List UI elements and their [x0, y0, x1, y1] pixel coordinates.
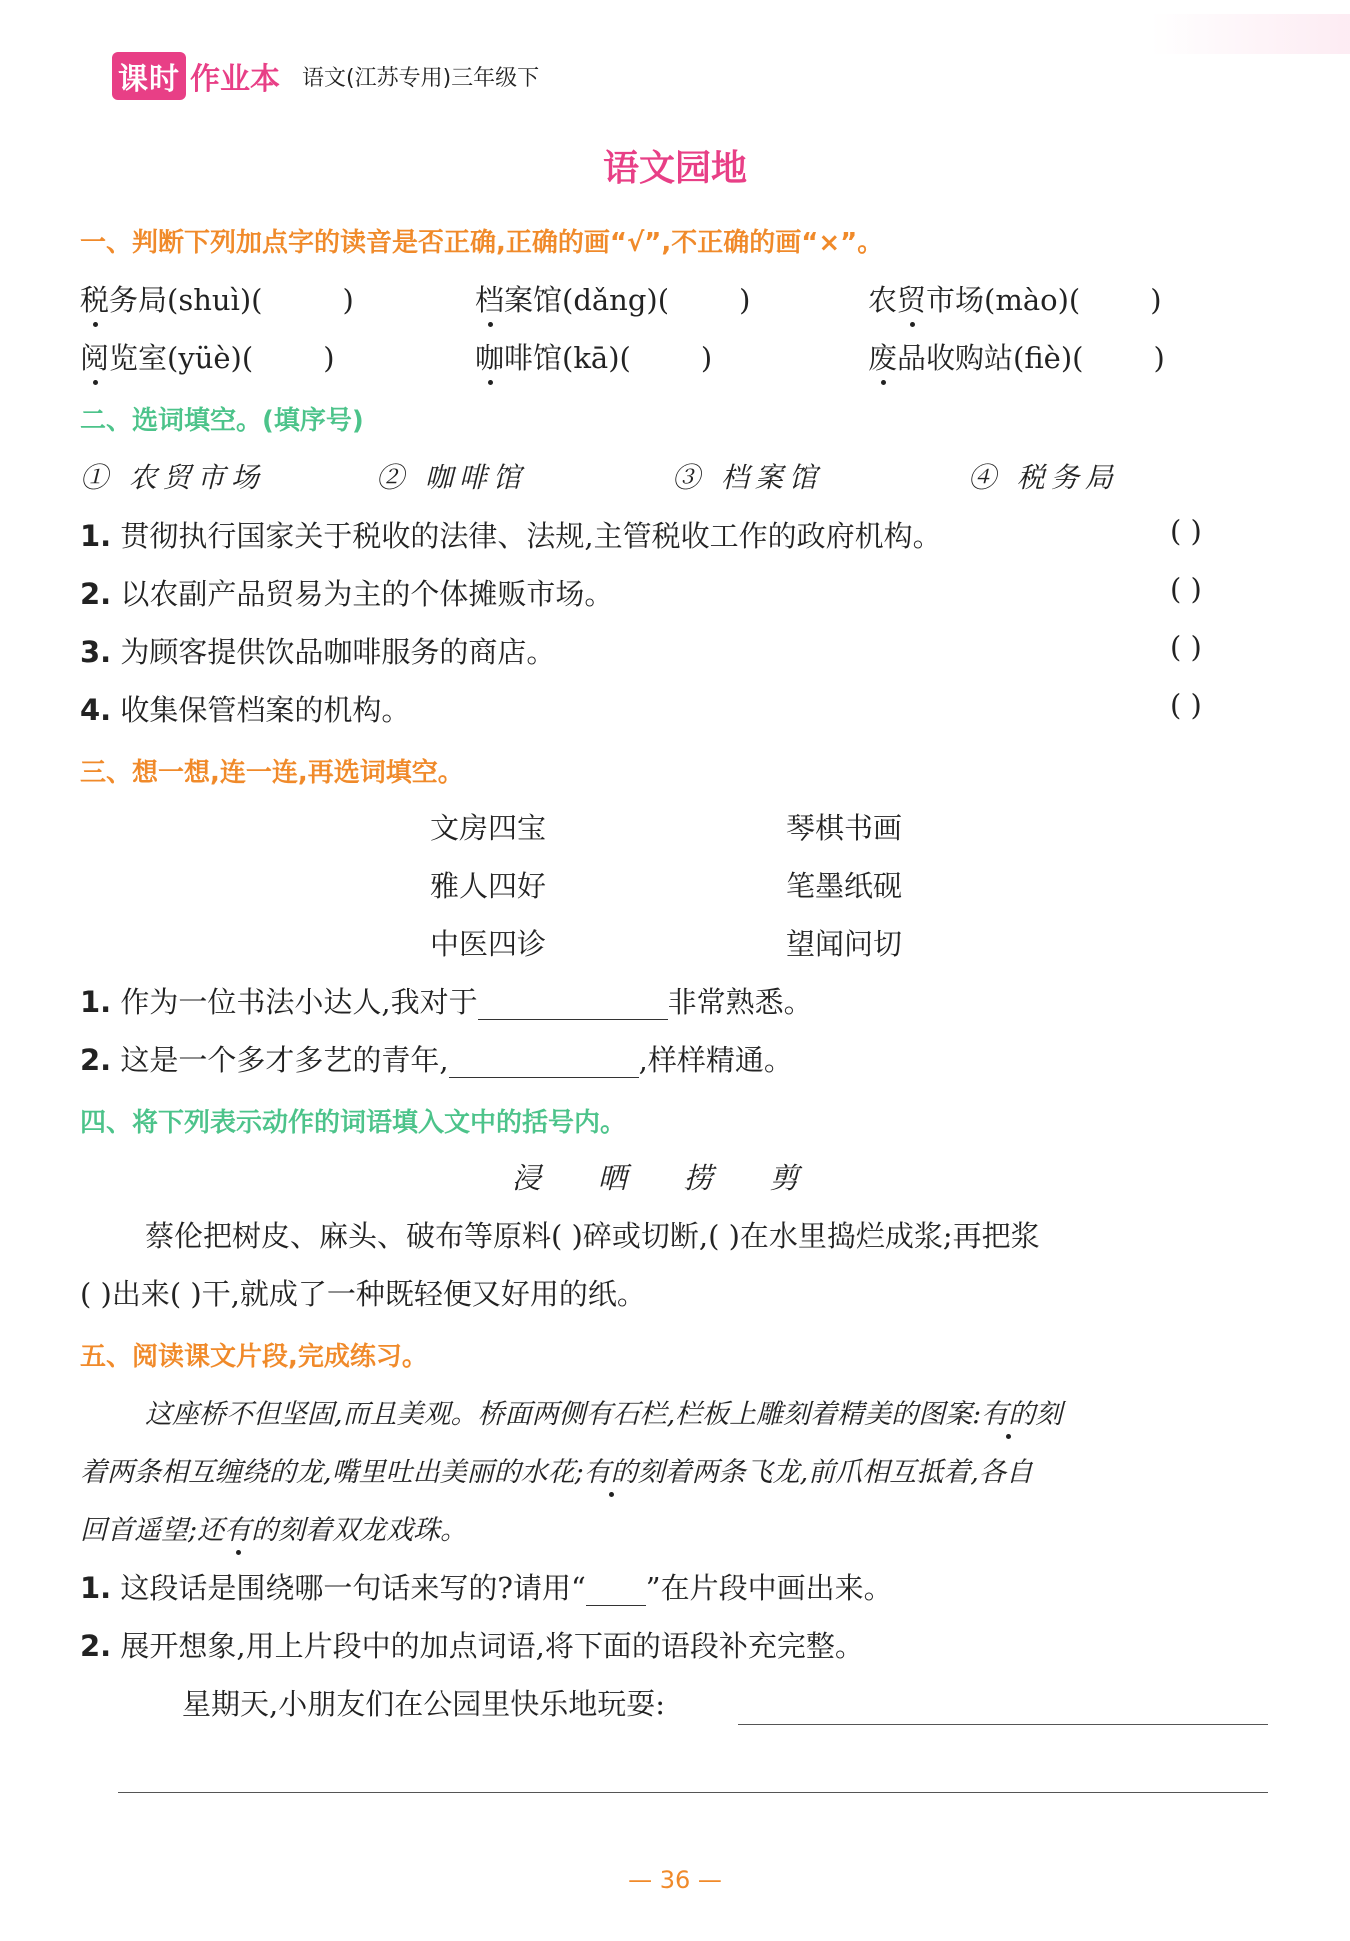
s2-answer-2[interactable]: ( ) [1170, 572, 1202, 606]
s1-item-2: 档案馆(dǎng)( ) [475, 278, 750, 319]
s2-option-3: ③ 档案馆 [672, 461, 823, 494]
logo-text: 作业本 [190, 62, 280, 97]
s2-answer-4[interactable]: ( ) [1170, 688, 1202, 722]
s5-passage-line-1: 这座桥不但坚固,而且美观。桥面两侧有石栏,栏板上雕刻着精美的图案:有的刻 [145, 1392, 1062, 1431]
s4-text-line-1: 蔡伦把树皮、麻头、破布等原料( )碎或切断,( )在水里捣烂成浆;再把浆 [145, 1219, 1040, 1253]
s5-question-1: 1. 这段话是围绕哪一句话来写的?请用“ ”在片段中画出来。 [80, 1571, 893, 1605]
section-2-heading: 二、选词填空。(填序号) [80, 406, 364, 436]
s4-words: 浸 晒 捞 剪 [512, 1161, 803, 1195]
s4-text-line-2: ( )出来( )干,就成了一种既轻便又好用的纸。 [80, 1277, 646, 1311]
s3-left-2[interactable]: 雅人四好 [430, 869, 547, 903]
s3-right-2[interactable]: 笔墨纸砚 [786, 869, 903, 903]
corner-decoration [1150, 14, 1350, 54]
section-4-heading: 四、将下列表示动作的词语填入文中的括号内。 [80, 1108, 627, 1138]
s2-question-2: 2. 以农副产品贸易为主的个体摊贩市场。 [80, 577, 614, 611]
s1-item-5: 咖啡馆(kā)( ) [475, 336, 712, 377]
answer-line-2[interactable] [118, 1792, 1268, 1793]
s2-question-4: 4. 收集保管档案的机构。 [80, 693, 411, 727]
s1-item-4: 阅览室(yüè)( ) [80, 336, 335, 377]
section-5-heading: 五、阅读课文片段,完成练习。 [80, 1342, 428, 1372]
section-3-heading: 三、想一想,连一连,再选词填空。 [80, 758, 464, 788]
s2-option-2: ② 咖啡馆 [376, 461, 527, 494]
s3-right-1[interactable]: 琴棋书画 [786, 811, 903, 845]
s2-option-1: ① 农贸市场 [80, 461, 265, 494]
s3-right-3[interactable]: 望闻问切 [786, 927, 903, 961]
answer-line-1[interactable] [738, 1724, 1268, 1725]
s1-item-1: 税务局(shuì)( ) [80, 278, 354, 319]
s2-question-3: 3. 为顾客提供饮品咖啡服务的商店。 [80, 635, 556, 669]
s3-blank-2[interactable] [449, 1043, 639, 1078]
s3-question-1: 1. 作为一位书法小达人,我对于 非常熟悉。 [80, 985, 813, 1019]
s5-question-2: 2. 展开想象,用上片段中的加点词语,将下面的语段补充完整。 [80, 1629, 864, 1663]
s5-passage-line-2: 着两条相互缠绕的龙,嘴里吐出美丽的水花;有的刻着两条飞龙,前爪相互抵着,各自 [80, 1450, 1033, 1489]
s1-item-3: 农贸市场(mào)( ) [868, 278, 1162, 319]
s2-answer-3[interactable]: ( ) [1170, 630, 1202, 664]
s3-left-3[interactable]: 中医四诊 [430, 927, 547, 961]
s3-question-2: 2. 这是一个多才多艺的青年, ,样样精通。 [80, 1043, 793, 1077]
s2-option-4: ④ 税务局 [968, 461, 1119, 494]
s3-left-1[interactable]: 文房四宝 [430, 811, 547, 845]
s2-question-1: 1. 贯彻执行国家关于税收的法律、法规,主管税收工作的政府机构。 [80, 519, 942, 553]
s5-underline-sample [586, 1571, 646, 1606]
page-number: — 36 — [628, 1866, 722, 1894]
subject-label: 语文(江苏专用)三年级下 [302, 65, 540, 91]
page-title: 语文园地 [602, 148, 747, 189]
logo-box: 课时 [112, 52, 186, 100]
s5-prompt: 星期天,小朋友们在公园里快乐地玩耍: [182, 1687, 665, 1721]
page-header [112, 50, 539, 102]
s1-item-6: 废品收购站(fiè)( ) [868, 336, 1165, 377]
s5-passage-line-3: 回首遥望;还有的刻着双龙戏珠。 [80, 1508, 467, 1547]
s2-answer-1[interactable]: ( ) [1170, 514, 1202, 548]
section-1-heading: 一、判断下列加点字的读音是否正确,正确的画“√”,不正确的画“×”。 [80, 228, 884, 258]
s3-blank-1[interactable] [478, 985, 668, 1020]
